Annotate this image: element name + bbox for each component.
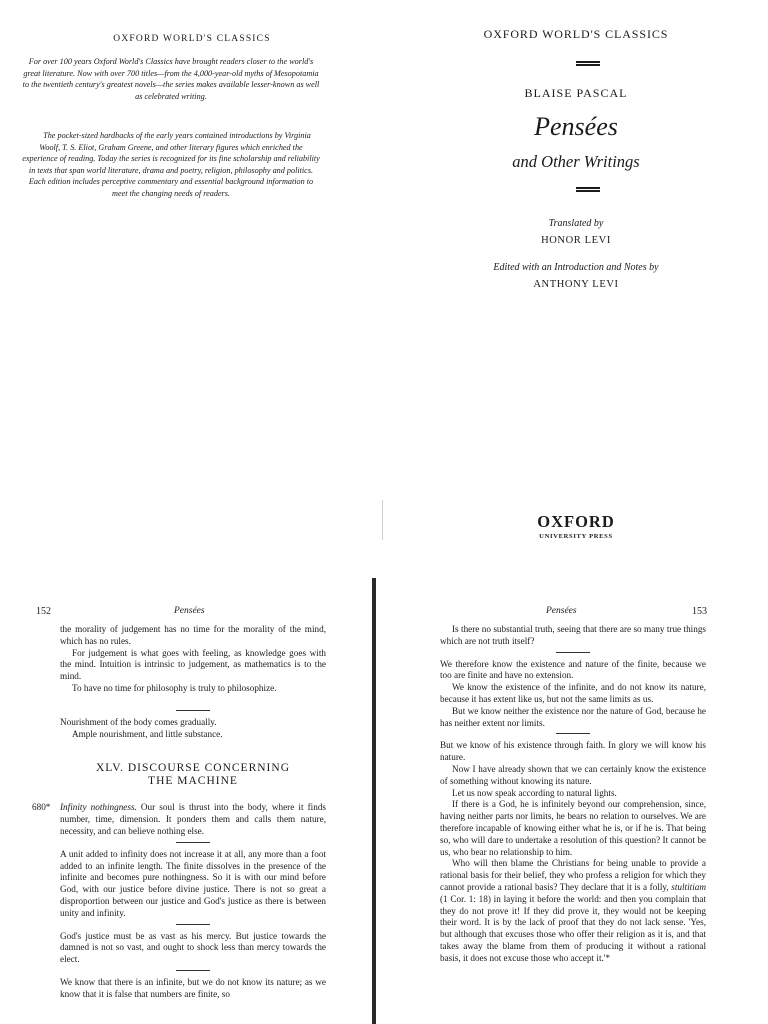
separator-rule — [556, 652, 590, 653]
editor-name: ANTHONY LEVI — [533, 279, 619, 290]
running-head-right: Pensées — [546, 606, 577, 616]
page-number-right: 153 — [692, 606, 707, 617]
blurb-paragraph-2: The pocket-sized hardbacks of the early years contained introductions by Virginia Woolf, T. S. Eliot, Graham Greene, and other literary figures which enriched the experience of reading. Today the series is recognized for its fine scholarship and reliability in texts that span world literature, drama and poetry, religion, philosophy and politics. Each edition includes perceptive commentary and essential background information to meet the changing needs of readers. — [22, 131, 320, 198]
paragraph: We know the existence of the infinite, and do not know its nature, because it has extent like us, but not the same limits as us. — [440, 682, 706, 704]
separator-rule — [176, 924, 210, 925]
paragraph: God's justice must be as vast as his mercy. But justice towards the damned is not so vast, and ought to shock less than mercy towards the elect. — [60, 930, 326, 965]
series-blurb-2 — [22, 130, 320, 200]
fragment-title: Infinity nothingness. — [60, 802, 137, 813]
translated-by: Translated by — [548, 218, 604, 229]
separator-rule — [176, 842, 210, 843]
publisher-logo: OXFORD — [537, 512, 615, 531]
separator-rule — [176, 710, 210, 711]
section-heading-line-1: XLV. DISCOURSE CONCERNING — [95, 762, 290, 775]
paragraph: Ample nourishment, and little substance. — [72, 728, 223, 739]
paragraph: We therefore know the existence and nature of the finite, because we too are finite and have no extension. — [440, 658, 706, 681]
paragraph: Is there no substantial truth, seeing that there are so many true things which are not truth itself? — [440, 624, 706, 646]
fragment-number: 680* — [32, 802, 51, 813]
paragraph: For judgement is what goes with feeling, as knowledge goes with the mind. Intuition is intrinsic to judgement, as mathematics is to the mind. — [60, 647, 326, 682]
paragraph: But we know of his existence through faith. In glory we will know his nature. — [440, 740, 706, 763]
paragraph: Let us now speak according to natural lights. — [452, 787, 617, 798]
spacer — [60, 695, 326, 706]
blurb-paragraph-1: For over 100 years Oxford World's Classics have brought readers closer to the world's great literature. Now with over 700 titles—from the 4,000-year-old myths of Mesopotamia to the twentieth century's greatest novels—the series makes available lesser-known as well as celebrated writing. — [22, 57, 320, 101]
author-name: BLAISE PASCAL — [524, 86, 628, 100]
latin-word: stultitiam — [671, 881, 706, 892]
series-blurb-1 — [22, 56, 320, 102]
translator-name: HONOR LEVI — [541, 235, 611, 246]
paragraph: Now I have already shown that we can certainly know the existence of something without knowing its nature. — [440, 763, 706, 786]
fragment-text: Our soul is thrust into the body, where it finds number, time, dimension. It ponders them and calls them nature, necessity, and can believe nothing else. — [60, 802, 326, 836]
paragraph-text: Who will then blame the Christians for being unable to provide a rational basis for their belief, they who profess a religion for which they cannot provide a rational basis? They declare that it is a folly, — [440, 858, 706, 892]
paragraph: We know that there is an infinite, but we do not know its nature; as we know that it is false that numbers are finite, so — [60, 976, 326, 999]
paragraph: But we know neither the existence nor the nature of God, because he has neither extent nor limits. — [440, 705, 706, 728]
book-subtitle: and Other Writings — [512, 152, 640, 171]
paragraph: To have no time for philosophy is truly to philosophize. — [72, 682, 277, 693]
paragraph: If there is a God, he is infinitely beyond our comprehension, since, having neither parts nor limits, he bears no relation to ourselves. We are therefore incapable of knowing either what he is, or if he is. That being so, who will dare to undertake a resolution of this question? It cannot be us, who bear no relationship to him. — [440, 799, 706, 857]
title-rule-top — [576, 61, 600, 66]
fragment-680 — [32, 802, 326, 837]
page-number-left: 152 — [36, 606, 51, 617]
section-heading-line-2: THE MACHINE — [148, 775, 238, 788]
paragraph: the morality of judgement has no time for the morality of the mind, which has no rules. — [60, 624, 326, 646]
section-heading — [60, 762, 326, 788]
gutter-line — [382, 500, 383, 540]
book-title: Pensées — [534, 112, 618, 141]
edited-by: Edited with an Introduction and Notes by — [493, 262, 659, 273]
separator-rule — [176, 970, 210, 971]
paragraph: Nourishment of the body comes gradually. — [60, 716, 217, 727]
page-152-body — [32, 624, 326, 1001]
series-heading: OXFORD WORLD'S CLASSICS — [113, 34, 271, 44]
title-rule-bottom — [576, 187, 600, 192]
series-page — [0, 0, 384, 512]
page-153-body — [440, 624, 706, 965]
publisher-subtitle: UNIVERSITY PRESS — [539, 533, 613, 540]
paragraph-text: (1 Cor. 1: 18) in laying it before the world: and then you complain that they do not prove it! If they did prove it, they would not be keeping their word. It is by the lack of proof that they do not lack sense. 'Yes, but although that excuses those who offer their religion as it is, and that takes away the blame from them of producing it without a rational basis, it does not excuse those who accept it.'* — [440, 893, 706, 963]
running-head-left: Pensées — [174, 606, 205, 616]
paragraph — [440, 858, 706, 964]
separator-rule — [556, 733, 590, 734]
paragraph: A unit added to infinity does not increase it at all, any more than a foot added to an infinite length. The finite dissolves in the presence of the infinite and becomes pure nothingness. So it is with our mind before God, with our justice before divine justice. There is not so great a disproportion between our justice and God's justice as there is between unity and infinity. — [60, 848, 326, 918]
book-spine-shadow — [372, 578, 376, 1024]
title-series: OXFORD WORLD'S CLASSICS — [483, 27, 669, 41]
